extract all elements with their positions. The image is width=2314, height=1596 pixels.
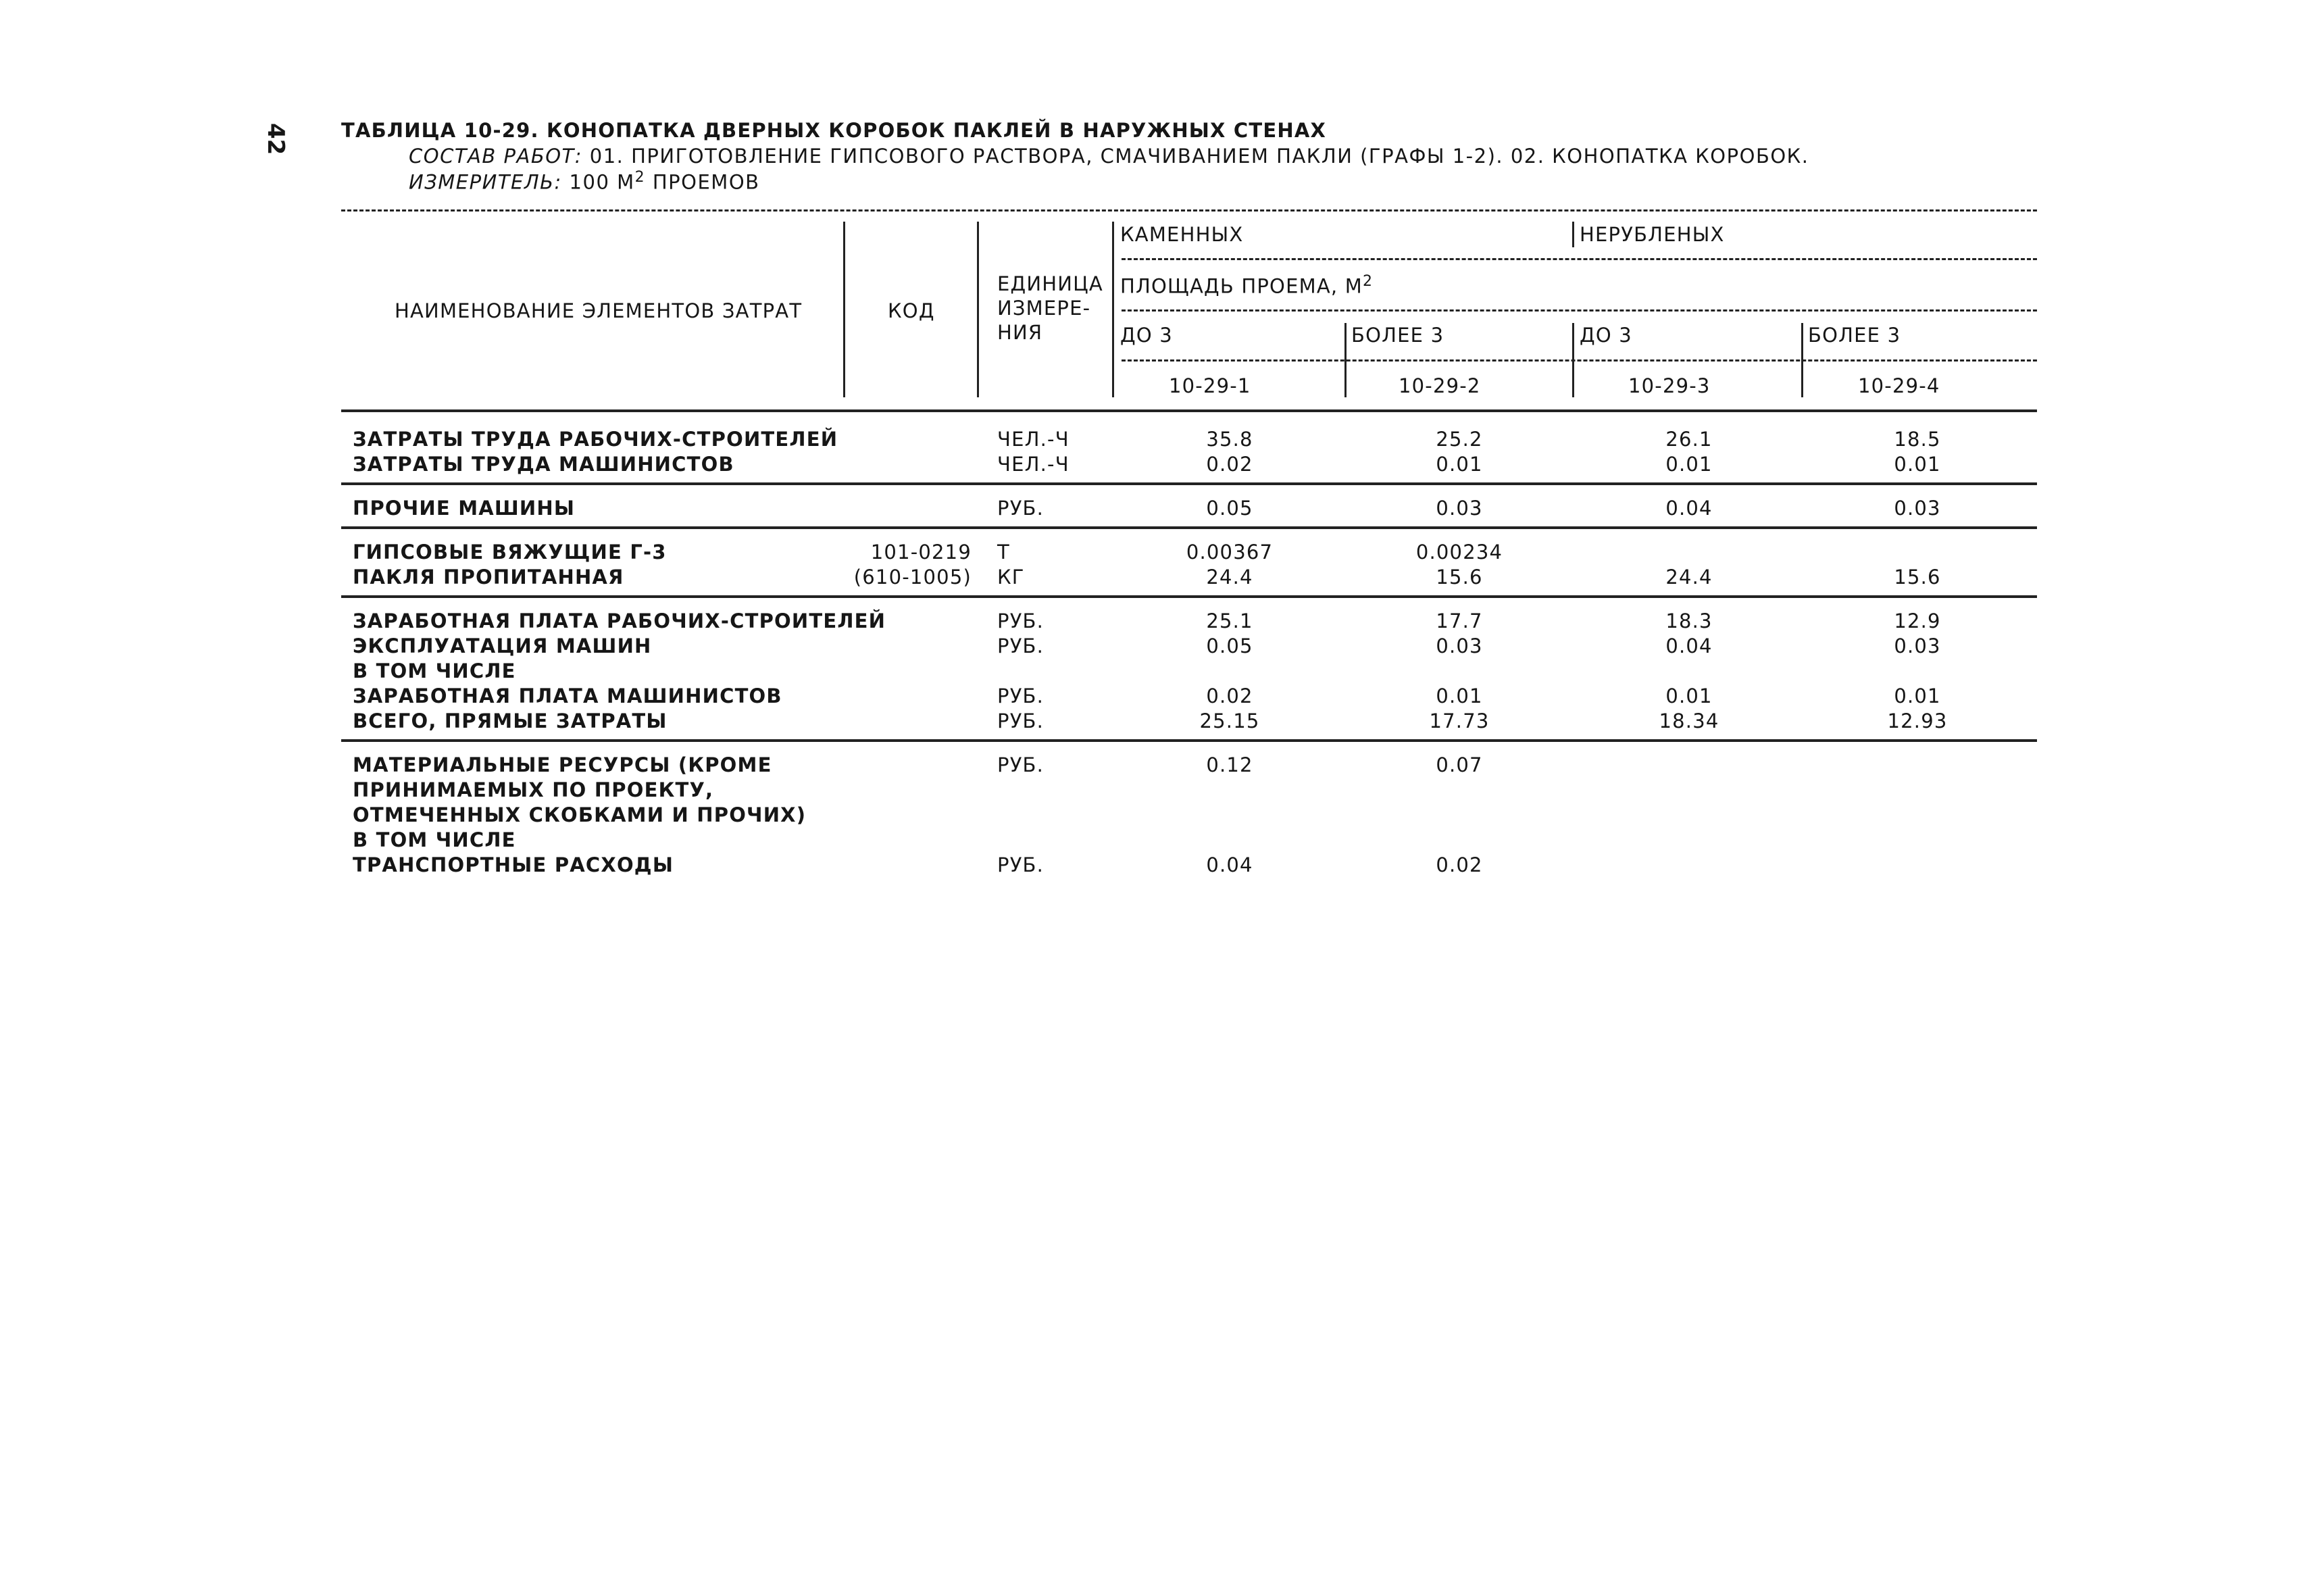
header-name-column: НАИМЕНОВАНИЕ ЭЛЕМЕНТОВ ЗАТРАТ — [395, 299, 803, 322]
row-value: 25.15 — [1199, 709, 1260, 732]
header-code-column: КОД — [888, 299, 935, 322]
row-value: 0.01 — [1665, 453, 1713, 476]
measurement — [409, 169, 760, 194]
header-sub-up-to-3: ДО 3 — [1120, 324, 1173, 347]
row-unit: РУБ. — [997, 709, 1045, 732]
row-unit: РУБ. — [997, 853, 1045, 876]
row-name: ГИПСОВЫЕ ВЯЖУЩИЕ Г-3 — [353, 541, 667, 564]
row-value: 0.01 — [1894, 453, 1941, 476]
col-divider — [977, 222, 979, 397]
row-value: 0.03 — [1894, 634, 1941, 657]
row-value: 17.7 — [1436, 609, 1483, 632]
row-value: 0.01 — [1436, 684, 1483, 707]
row-value: 0.07 — [1436, 753, 1483, 776]
header-area-text: ПЛОЩАДЬ ПРОЕМА, М — [1120, 274, 1363, 298]
header-code-1: 10-29-1 — [1169, 374, 1251, 397]
row-unit: КГ — [997, 566, 1025, 589]
header-area — [1120, 274, 1373, 297]
row-value: 0.04 — [1665, 634, 1713, 657]
header-sub-over-3: БОЛЕЕ 3 — [1351, 324, 1444, 347]
row-unit: РУБ. — [997, 609, 1045, 632]
row-value: 18.34 — [1659, 709, 1719, 732]
header-code-2: 10-29-2 — [1399, 374, 1481, 397]
row-value: 0.03 — [1436, 634, 1483, 657]
row-value: 0.12 — [1206, 753, 1253, 776]
header-sub-up-to-3: ДО 3 — [1580, 324, 1632, 347]
row-value: 0.03 — [1436, 497, 1483, 520]
header-group-stone: КАМЕННЫХ — [1120, 223, 1244, 246]
row-value: 18.3 — [1665, 609, 1713, 632]
row-name: ЗАРАБОТНАЯ ПЛАТА МАШИНИСТОВ — [353, 684, 782, 707]
row-value: 0.00367 — [1186, 541, 1274, 564]
measurement-suffix: ПРОЕМОВ — [645, 170, 760, 194]
row-value: 0.04 — [1206, 853, 1253, 876]
header-code-3: 10-29-3 — [1628, 374, 1711, 397]
row-value: 17.73 — [1429, 709, 1490, 732]
section-divider — [341, 739, 2037, 742]
row-value: 15.6 — [1894, 566, 1941, 589]
row-name: ЗАРАБОТНАЯ ПЛАТА РАБОЧИХ-СТРОИТЕЛЕЙ — [353, 609, 886, 632]
row-value: 0.04 — [1665, 497, 1713, 520]
row-value: 0.01 — [1665, 684, 1713, 707]
col-divider — [1112, 222, 1114, 397]
row-unit: РУБ. — [997, 753, 1045, 776]
row-value: 0.01 — [1436, 453, 1483, 476]
row-name: ЗАТРАТЫ ТРУДА РАБОЧИХ-СТРОИТЕЛЕЙ — [353, 428, 838, 451]
col-divider — [843, 222, 845, 397]
row-value: 26.1 — [1665, 428, 1713, 451]
row-name: ЭКСПЛУАТАЦИЯ МАШИН — [353, 634, 652, 657]
row-value: 12.93 — [1887, 709, 1948, 732]
row-value: 0.01 — [1894, 684, 1941, 707]
header-unit-line: ЕДИНИЦА — [997, 272, 1103, 295]
row-value: 12.9 — [1894, 609, 1941, 632]
table-title: ТАБЛИЦА 10-29. КОНОПАТКА ДВЕРНЫХ КОРОБОК ПАКЛЕЙ В НАРУЖНЫХ СТЕНАХ — [341, 119, 1327, 142]
measurement-value: 100 М — [569, 170, 635, 194]
header-code-4: 10-29-4 — [1858, 374, 1940, 397]
work-composition-text: 01. ПРИГОТОВЛЕНИЕ ГИПСОВОГО РАСТВОРА, СМАЧИВАНИЕМ ПАКЛИ (ГРАФЫ 1-2). 02. КОНОПАТКА КОРОБОК. — [589, 145, 1809, 168]
section-divider — [341, 482, 2037, 485]
row-name: МАТЕРИАЛЬНЫЕ РЕСУРСЫ (КРОМЕ — [353, 753, 772, 776]
row-unit: РУБ. — [997, 684, 1045, 707]
row-unit: РУБ. — [997, 497, 1045, 520]
measurement-label: ИЗМЕРИТЕЛЬ: — [409, 170, 562, 194]
row-value: 0.05 — [1206, 497, 1253, 520]
row-code: 101-0219 — [870, 541, 972, 564]
page-number: 42 — [262, 123, 289, 155]
row-value: 35.8 — [1206, 428, 1253, 451]
row-value: 0.02 — [1206, 684, 1253, 707]
row-value: 0.02 — [1436, 853, 1483, 876]
group-divider — [1572, 222, 1574, 247]
row-value: 15.6 — [1436, 566, 1483, 589]
row-name: ПРИНИМАЕМЫХ ПО ПРОЕКТУ, — [353, 778, 714, 801]
header-rule — [1122, 258, 2037, 260]
row-name: ОТМЕЧЕННЫХ СКОБКАМИ И ПРОЧИХ) — [353, 803, 807, 826]
header-group-log: НЕРУБЛЕНЫХ — [1580, 223, 1725, 246]
header-unit-column — [997, 272, 1103, 345]
row-value: 0.03 — [1894, 497, 1941, 520]
measurement-sup: 2 — [634, 169, 646, 186]
header-area-sup: 2 — [1362, 273, 1374, 290]
row-name: ЗАТРАТЫ ТРУДА МАШИНИСТОВ — [353, 453, 734, 476]
work-composition-label: СОСТАВ РАБОТ: — [409, 145, 583, 168]
section-divider — [341, 526, 2037, 529]
row-value: 0.00234 — [1415, 541, 1503, 564]
row-unit: ЧЕЛ.-Ч — [997, 453, 1070, 476]
row-name: ВСЕГО, ПРЯМЫЕ ЗАТРАТЫ — [353, 709, 668, 732]
row-name: В ТОМ ЧИСЛЕ — [353, 828, 516, 851]
row-unit: РУБ. — [997, 634, 1045, 657]
row-value: 0.05 — [1206, 634, 1253, 657]
row-value: 25.2 — [1436, 428, 1483, 451]
row-value: 24.4 — [1665, 566, 1713, 589]
row-unit: ЧЕЛ.-Ч — [997, 428, 1070, 451]
row-name: ПРОЧИЕ МАШИНЫ — [353, 497, 576, 520]
row-value: 18.5 — [1894, 428, 1941, 451]
header-sub-over-3: БОЛЕЕ 3 — [1808, 324, 1901, 347]
row-value: 25.1 — [1206, 609, 1253, 632]
row-name: В ТОМ ЧИСЛЕ — [353, 659, 516, 682]
header-rule — [1122, 359, 2037, 361]
section-divider — [341, 595, 2037, 598]
row-value: 24.4 — [1206, 566, 1253, 589]
row-value: 0.02 — [1206, 453, 1253, 476]
row-name: ПАКЛЯ ПРОПИТАННАЯ — [353, 566, 624, 589]
row-name: ТРАНСПОРТНЫЕ РАСХОДЫ — [353, 853, 674, 876]
row-code: (610-1005) — [853, 566, 972, 589]
header-rule — [1122, 309, 2037, 311]
work-composition — [409, 145, 1809, 168]
section-divider — [341, 409, 2037, 412]
header-unit-line: ИЗМЕРЕ- — [997, 297, 1091, 320]
top-rule — [341, 209, 2037, 211]
header-unit-line: НИЯ — [997, 321, 1043, 344]
row-unit: Т — [997, 541, 1010, 564]
